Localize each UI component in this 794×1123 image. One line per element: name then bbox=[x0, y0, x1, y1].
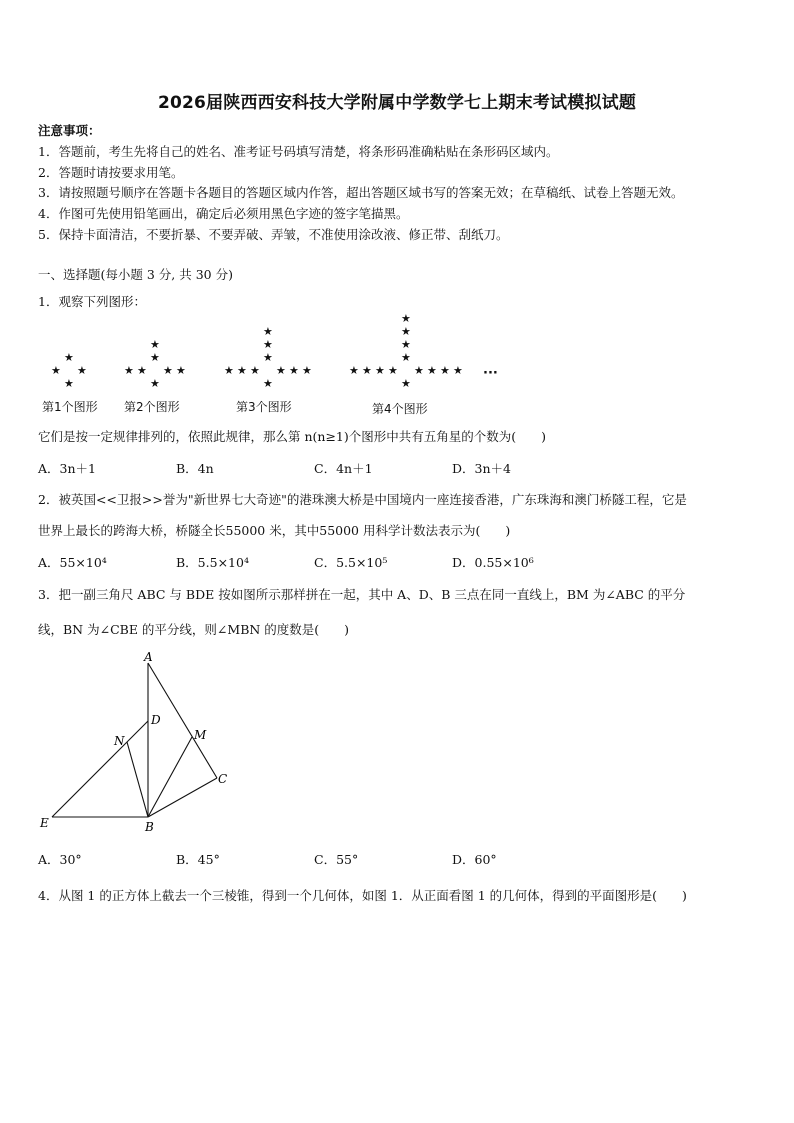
point-label-d: D bbox=[151, 713, 161, 727]
q2-stem-line1: 2．被英国<<卫报>>誉为"新世界七大奇迹"的港珠澳大桥是中国境内一座连接香港，广东珠海和澳门桥隧工程，它是 bbox=[38, 492, 687, 507]
q4-stem: 4．从图 1 的正方体上截去一个三棱锥，得到一个几何体，如图 1．从正面看图 1 的几何体，得到的平面图形是( ) bbox=[38, 888, 687, 903]
point-label-e: E bbox=[40, 816, 49, 830]
point-label-m: M bbox=[194, 728, 207, 742]
option-b[interactable]: B．4n bbox=[176, 461, 214, 476]
q1-star-figures bbox=[38, 312, 503, 418]
star-icon: ★ bbox=[401, 312, 411, 325]
page-title: 2026届陕西西安科技大学附属中学数学七上期末考试模拟试题 bbox=[157, 93, 637, 113]
star-icon: ★ bbox=[375, 364, 385, 377]
point-label-c: C bbox=[218, 772, 228, 786]
star-icon: ★ bbox=[150, 377, 160, 390]
option-a[interactable]: A．3n＋1 bbox=[38, 461, 96, 476]
q3-stem-line1: 3．把一副三角尺 ABC 与 BDE 按如图所示那样拼在一起，其中 A、D、B 三点在同一直线上，BM 为∠ABC 的平分 bbox=[38, 587, 686, 602]
q1-prompt: 1．观察下列图形： bbox=[38, 294, 146, 309]
star-icon: ★ bbox=[401, 338, 411, 351]
star-icon: ★ bbox=[176, 364, 186, 377]
segment-NB bbox=[127, 742, 148, 817]
star-icon: ★ bbox=[77, 364, 87, 377]
star-icon: ★ bbox=[124, 364, 134, 377]
star-icon: ★ bbox=[163, 364, 173, 377]
figure-caption-2: 第2个图形 bbox=[124, 400, 180, 414]
star-icon: ★ bbox=[276, 364, 286, 377]
star-icon: ★ bbox=[64, 377, 74, 390]
star-icon: ★ bbox=[237, 364, 247, 377]
star-icon: ★ bbox=[263, 351, 273, 364]
star-icon: ★ bbox=[289, 364, 299, 377]
q1-stem: 它们是按一定规律排列的，依照此规律，那么第 n(n≥1)个图形中共有五角星的个数为( ) bbox=[38, 429, 547, 444]
option-d[interactable]: D．0.55×10⁶ bbox=[452, 555, 534, 570]
option-c[interactable]: C．5.5×10⁵ bbox=[314, 555, 388, 570]
star-icon: ★ bbox=[263, 325, 273, 338]
star-icon: ★ bbox=[362, 364, 372, 377]
notice-item: 5．保持卡面清洁，不要折暴、不要弄破、弄皱，不准使用涂改液、修正带、刮纸刀。 bbox=[38, 227, 509, 242]
point-label-a: A bbox=[144, 650, 153, 664]
star-icon: ★ bbox=[224, 364, 234, 377]
star-icon: ★ bbox=[64, 351, 74, 364]
option-b[interactable]: B．45° bbox=[176, 852, 220, 867]
notice-heading: 注意事项： bbox=[38, 123, 101, 138]
figure-caption-1: 第1个图形 bbox=[42, 400, 98, 414]
star-icon: ★ bbox=[349, 364, 359, 377]
triangle-figure bbox=[30, 645, 240, 840]
star-icon: ★ bbox=[453, 364, 463, 377]
segment-ED bbox=[52, 721, 148, 817]
option-c[interactable]: C．4n＋1 bbox=[314, 461, 373, 476]
star-icon: ★ bbox=[401, 325, 411, 338]
section-heading: 一、选择题(每小题 3 分, 共 30 分) bbox=[38, 267, 233, 282]
figure-caption-3: 第3个图形 bbox=[236, 400, 292, 414]
star-icon: ★ bbox=[401, 377, 411, 390]
star-icon: ★ bbox=[150, 338, 160, 351]
star-icon: ★ bbox=[401, 351, 411, 364]
star-icon: ★ bbox=[440, 364, 450, 377]
figure-caption-4: 第4个图形 bbox=[372, 402, 428, 416]
option-a[interactable]: A．55×10⁴ bbox=[38, 555, 107, 570]
q3-stem-line2: 线，BN 为∠CBE 的平分线，则∠MBN 的度数是( ) bbox=[38, 622, 350, 637]
star-icon: ★ bbox=[137, 364, 147, 377]
point-label-b: B bbox=[145, 820, 154, 834]
notice-item: 2．答题时请按要求用笔。 bbox=[38, 165, 184, 180]
star-icon: ★ bbox=[388, 364, 398, 377]
star-icon: ★ bbox=[302, 364, 312, 377]
ellipsis: ··· bbox=[483, 366, 498, 381]
notice-item: 3．请按照题号顺序在答题卡各题目的答题区域内作答，超出答题区域书写的答案无效；在草稿纸、试卷上答题无效。 bbox=[38, 185, 684, 200]
q2-stem-line2: 世界上最长的跨海大桥，桥隧全长55000 米，其中55000 用科学计数法表示为( ) bbox=[38, 523, 511, 538]
notice-item: 4．作图可先使用铅笔画出，确定后必须用黑色字迹的签字笔描黑。 bbox=[38, 206, 409, 221]
option-d[interactable]: D．60° bbox=[452, 852, 497, 867]
point-label-n: N bbox=[114, 734, 125, 748]
star-icon: ★ bbox=[263, 377, 273, 390]
star-icon: ★ bbox=[427, 364, 437, 377]
notice-item: 1．答题前，考生先将自己的姓名、准考证号码填写清楚，将条形码准确粘贴在条形码区域内。 bbox=[38, 144, 559, 159]
option-d[interactable]: D．3n＋4 bbox=[452, 461, 511, 476]
star-icon: ★ bbox=[414, 364, 424, 377]
star-icon: ★ bbox=[150, 351, 160, 364]
star-icon: ★ bbox=[51, 364, 61, 377]
star-icon: ★ bbox=[263, 338, 273, 351]
option-c[interactable]: C．55° bbox=[314, 852, 359, 867]
option-b[interactable]: B．5.5×10⁴ bbox=[176, 555, 249, 570]
star-icon: ★ bbox=[250, 364, 260, 377]
option-a[interactable]: A．30° bbox=[38, 852, 82, 867]
